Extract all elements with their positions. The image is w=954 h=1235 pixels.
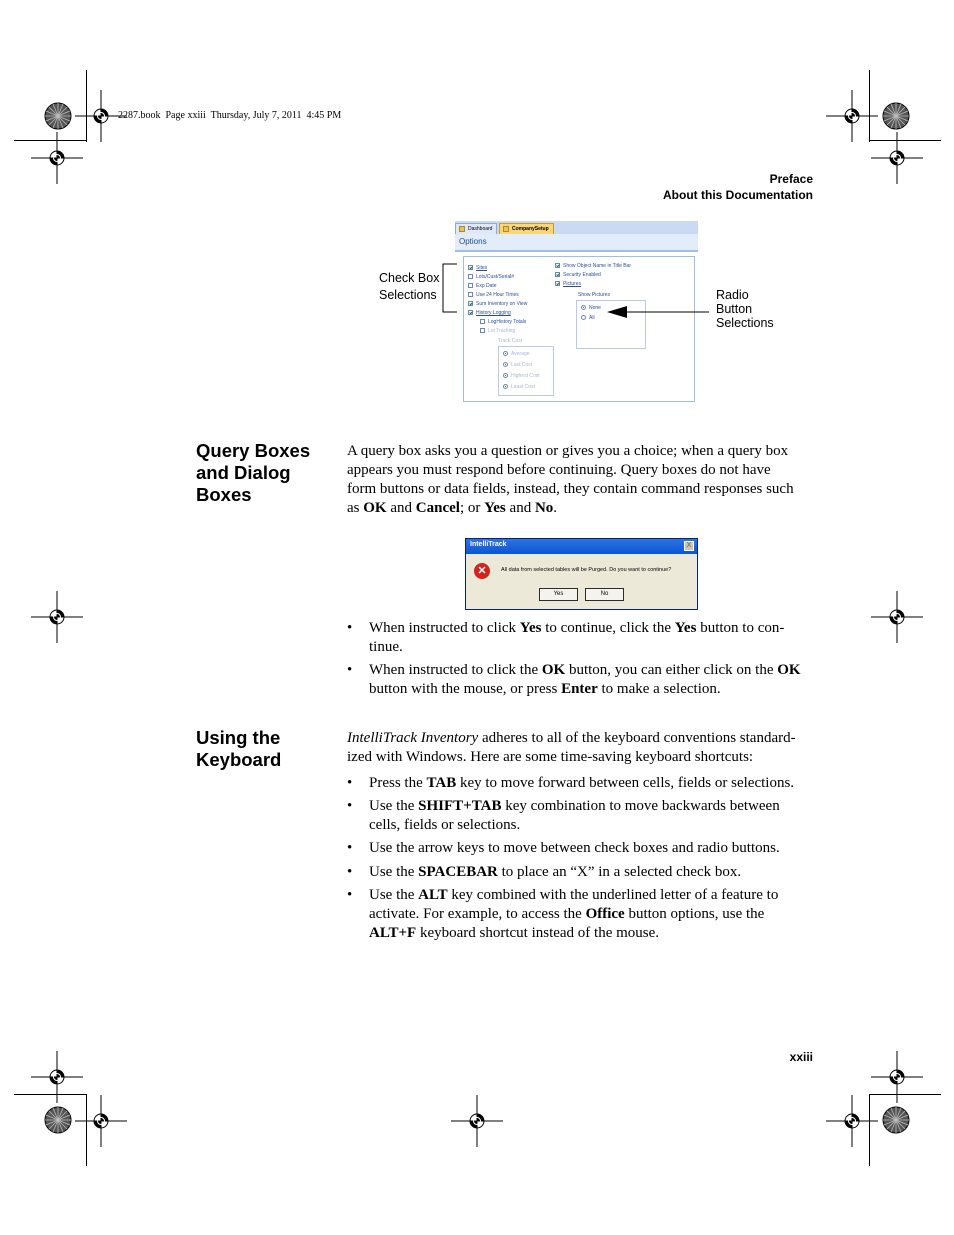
checkbox-log-history-totals[interactable]: LogHistory Totals — [480, 319, 526, 326]
heading-using-keyboard: Using the Keyboard — [196, 727, 282, 770]
checkbox-history-logging[interactable]: History Logging — [468, 310, 511, 317]
query-boxes-paragraph: A query box asks you a question or gives you a choice; when a query box appears you must respond before continuing. Query boxes do not have form buttons or data fields, instead, they contain command responses such as OK and Cancel; or Yes and No. — [347, 443, 794, 516]
show-pictures-title: Show Pictures — [578, 292, 610, 298]
bullet-yes: • When instructed to click Yes to continue, click the Yes button to con- tinue. — [347, 620, 785, 655]
dialog-title-bar — [466, 539, 697, 554]
bullet-ok: • When instructed to click the OK button, you can either click on the OK button with the mouse, or press Enter to make a selection. — [347, 662, 801, 697]
callout-radio-button-selections: Radio Button Selections — [716, 288, 774, 330]
no-button[interactable]: No — [585, 588, 624, 601]
radio-least-cost[interactable]: Least Cost — [503, 384, 535, 391]
options-title: Options — [459, 237, 487, 246]
checkbox-24-hour[interactable]: Use 24 Hour Times — [468, 292, 519, 299]
heading-query-boxes: Query Boxes and Dialog Boxes — [196, 440, 311, 505]
track-cost-group — [498, 346, 554, 396]
page-number: xxiii — [789, 1050, 813, 1064]
bullet-shift-tab: • Use the SHIFT+TAB key combination to move backwards between cells, fields or selections. — [347, 798, 780, 833]
options-panel — [463, 256, 695, 402]
checkbox-exp-date[interactable]: Exp Date — [468, 283, 497, 290]
radio-highest-cost[interactable]: Highest Cost — [503, 373, 540, 380]
tab-dashboard[interactable]: Dashboard — [455, 223, 497, 235]
checkbox-show-object-name[interactable]: Show Object Name in Title Bar — [555, 263, 631, 270]
options-title-bar — [455, 234, 698, 252]
dialog-title: IntelliTrack — [470, 541, 507, 548]
header-section: Preface — [769, 172, 813, 186]
keyboard-intro: IntelliTrack Inventory adheres to all of the keyboard conventions standard- ized with Windows. Here are some time-saving keyboard shortcuts: — [347, 730, 796, 765]
bullet-alt: • Use the ALT key combined with the underlined letter of a feature to activate. For example, to access the Office button options, use the ALT+F keyboard shortcut instead of the mouse. — [347, 887, 779, 941]
checkbox-sites[interactable]: Sites — [468, 265, 487, 272]
checkbox-pictures[interactable]: Pictures — [555, 281, 581, 288]
error-icon: ✕ — [474, 563, 490, 579]
checkbox-lot-tracking[interactable]: Lot Tracking — [480, 328, 515, 335]
close-icon[interactable]: X — [684, 541, 694, 551]
tab-companysetup[interactable]: CompanySetup — [499, 223, 554, 235]
check-box-bracket — [440, 262, 460, 314]
checkbox-lots[interactable]: Lots/Cust/Serial# — [468, 274, 514, 281]
slug-line: 2287.book Page xxiii Thursday, July 7, 2011 4:45 PM — [118, 110, 342, 121]
dialog-message: All data from selected tables will be Purged. Do you want to continue? — [501, 567, 672, 573]
radio-last-cost[interactable]: Last Cost — [503, 362, 532, 369]
bullet-spacebar: • Use the SPACEBAR to place an “X” in a selected check box. — [347, 864, 742, 880]
radio-all[interactable]: All — [581, 315, 595, 322]
yes-button[interactable]: Yes — [539, 588, 578, 601]
form-icon — [503, 226, 509, 232]
bullet-tab: • Press the TAB key to move forward between cells, fields or selections. — [347, 775, 795, 791]
radio-average[interactable]: Average — [503, 351, 530, 358]
radio-none[interactable]: None — [581, 305, 601, 312]
checkbox-sum-inventory[interactable]: Sum Inventory on View — [468, 301, 527, 308]
form-icon — [459, 226, 465, 232]
bullet-arrow-keys: • Use the arrow keys to move between check boxes and radio buttons. — [347, 840, 780, 856]
track-cost-title: Track Cost — [498, 338, 522, 344]
intellitrack-dialog-screenshot — [465, 538, 698, 610]
radio-arrow — [605, 304, 711, 320]
callout-check-box-selections: Check Box Selections — [379, 271, 440, 302]
tab-bar — [455, 221, 698, 234]
header-subsection: About this Documentation — [663, 188, 813, 202]
checkbox-security-enabled[interactable]: Security Enabled — [555, 272, 601, 279]
